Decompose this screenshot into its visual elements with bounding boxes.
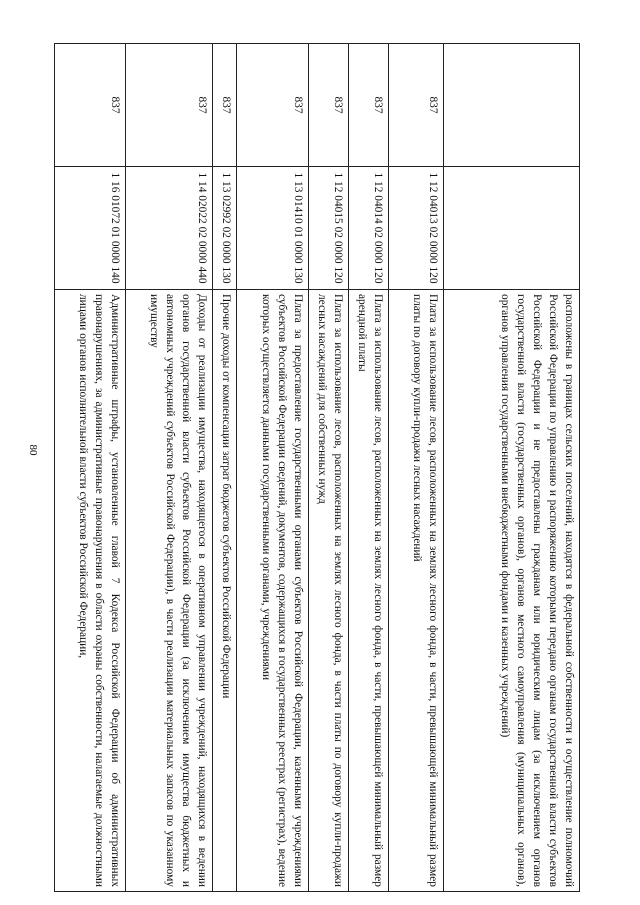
description-cell: Плата за использование лесов, расположенных на землях лесного фонда, в части платы по договору купли-продажи лесных насаждений для собственных нужд <box>309 290 349 892</box>
table-row <box>349 44 389 892</box>
revenue-code-cell: 1 14 02022 02 0000 440 <box>126 167 213 290</box>
revenue-codes-table <box>54 43 580 892</box>
revenue-code-cell: 1 13 01410 01 0000 130 <box>237 167 309 290</box>
revenue-code-cell: 1 12 04014 02 0000 120 <box>349 167 389 290</box>
table-row <box>55 44 126 892</box>
description-cell: Административные штрафы, установленные главой 7 Кодекса Российской Федерации об административных правонарушениях, за административные правонарушения в области охраны собственности, налагаемые должностными лицами органов исполнительной власти субъектов Российской Федерации, <box>55 290 126 892</box>
admin-code-cell: 837 <box>213 44 237 167</box>
admin-code-cell: 837 <box>309 44 349 167</box>
revenue-code-cell: 1 12 04015 02 0000 120 <box>309 167 349 290</box>
revenue-code-cell: 1 12 04013 02 0000 120 <box>389 167 444 290</box>
admin-code-cell: 837 <box>349 44 389 167</box>
revenue-code-cell: 1 16 01072 01 0000 140 <box>55 167 126 290</box>
revenue-code-cell <box>444 167 580 290</box>
admin-code-cell: 837 <box>389 44 444 167</box>
table-row <box>237 44 309 892</box>
table-row <box>444 44 580 892</box>
admin-code-cell: 837 <box>126 44 213 167</box>
admin-code-cell <box>444 44 580 167</box>
page-number: 80 <box>27 444 39 456</box>
description-cell: расположены в границах сельских поселений, находятся в федеральной собственности и осуществление полномочий Российской Федерации по управлению и распоряжению которыми передано органам государственной власти субъектов Российской Федерации и не предоставлены гражданам или юридическим лицам (за исключением органов государственной власти (государственных органов), органов местного самоуправления (муниципальных органов), органов управления государственными внебюджетными фондами и казенных учреждений) <box>444 290 580 892</box>
admin-code-cell: 837 <box>55 44 126 167</box>
table-row <box>309 44 349 892</box>
table-row <box>213 44 237 892</box>
description-cell: Прочие доходы от компенсации затрат бюджетов субъектов Российской Федерации <box>213 290 237 892</box>
description-cell: Доходы от реализации имущества, находящегося в оперативном управлении учреждений, находящихся в ведении органов государственной власти субъектов Российской Федерации (за исключением имущества бюджетных и автономных учреждений субъектов Российской Федерации), в части реализации материальных запасов по указанному имуществу <box>126 290 213 892</box>
table-row <box>126 44 213 892</box>
revenue-code-cell: 1 13 02992 02 0000 130 <box>213 167 237 290</box>
rotated-table-container <box>54 43 580 891</box>
description-cell: Плата за предоставление государственными органами субъектов Российской Федерации, казенными учреждениями субъектов Российской Федерации сведений, документов, содержащихся в государственных реестрах (регистрах), ведение которых осуществляется данными государственными органами, учреждениями <box>237 290 309 892</box>
admin-code-cell: 837 <box>237 44 309 167</box>
description-cell: Плата за использование лесов, расположенных на землях лесного фонда, в части, превышающей минимальный размер арендной платы <box>349 290 389 892</box>
table-row <box>389 44 444 892</box>
description-cell: Плата за использование лесов, расположенных на землях лесного фонда, в части, превышающей минимальный размер платы по договору купли-продажи лесных насаждений <box>389 290 444 892</box>
